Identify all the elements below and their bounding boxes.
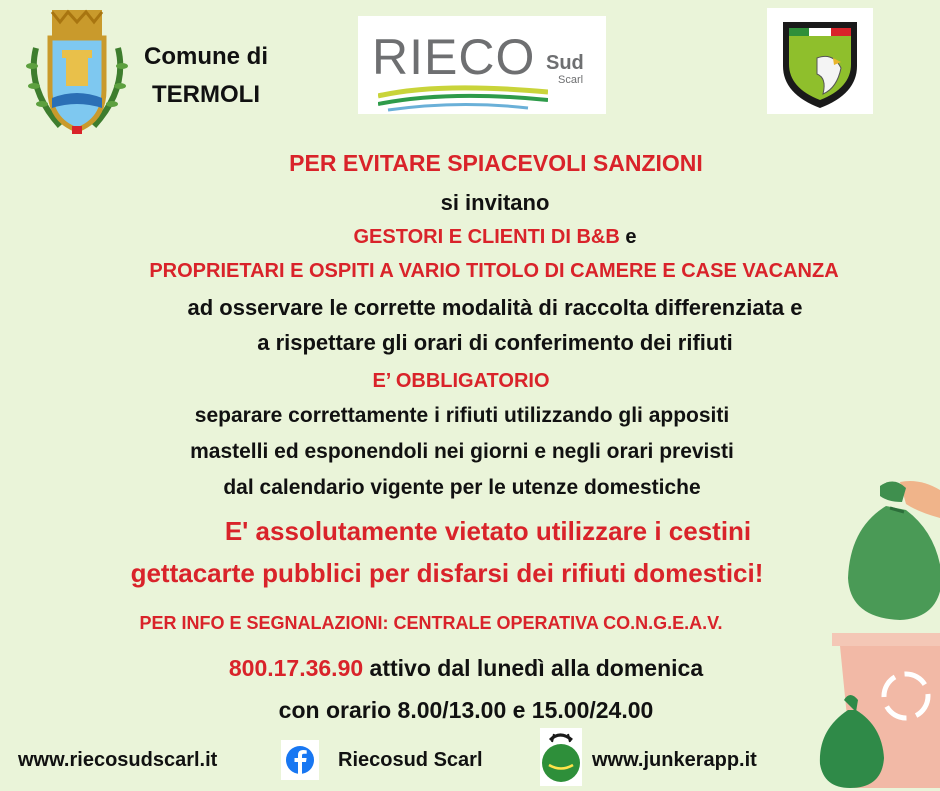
warning-line-1: E' assolutamente vietato utilizzare i cestini [224, 516, 752, 546]
rieco-logo-sud: Sud [546, 52, 584, 74]
phone-line [0, 655, 932, 682]
junker-app-link[interactable]: www.junkerapp.it [592, 749, 757, 771]
rieco-logo-text: RIECO [372, 29, 536, 85]
separation-line-1: separare correttamente i rifiuti utilizzando gli appositi [194, 404, 730, 427]
eagle-badge-logo [767, 8, 873, 114]
warning-line-2: gettacarte pubblici per disfarsi dei rifiuti domestici! [130, 558, 764, 588]
target-line-1 [0, 226, 940, 249]
municipality-line1: Comune di [144, 43, 268, 70]
phone-number[interactable]: 800.17.36.90 [228, 655, 364, 681]
phone-availability: attivo dal lunedì alla domenica [369, 655, 704, 681]
rieco-logo [358, 16, 606, 114]
separation-line-2: mastelli ed esponendoli nei giorni e negli orari previsti [190, 440, 734, 463]
facebook-icon[interactable] [281, 740, 319, 780]
target-line-2: PROPRIETARI E OSPITI A VARIO TITOLO DI CAMERE E CASE VACANZA [149, 260, 839, 282]
target-b-and-b: GESTORI E CLIENTI DI B&B [353, 226, 620, 248]
eagle-badge-icon [767, 8, 873, 114]
facebook-page-name[interactable]: Riecosud Scarl [338, 749, 483, 771]
municipality-name [136, 38, 276, 114]
website-link[interactable]: www.riecosudscarl.it [18, 749, 218, 771]
mandatory-label: E’ OBBLIGATORIO [372, 370, 550, 392]
invite-text: si invitano [440, 190, 550, 215]
termoli-crest-icon [22, 8, 132, 136]
trash-bag-icon [848, 481, 940, 620]
rieco-logo-scarl: Scarl [558, 74, 584, 86]
headline: PER EVITARE SPIACEVOLI SANZIONI [289, 150, 703, 176]
separation-line-3: dal calendario vigente per le utenze domestiche [223, 476, 701, 499]
conjunction: e [625, 226, 637, 248]
junker-icon[interactable] [540, 728, 582, 786]
municipality-line2: TERMOLI [152, 81, 260, 108]
hours-line: con orario 8.00/13.00 e 15.00/24.00 [278, 697, 654, 723]
instruction-line-2: a rispettare gli orari di conferimento dei rifiuti [257, 330, 733, 355]
instruction-line-1: ad osservare le corrette modalità di raccolta differenziata e [187, 295, 803, 320]
rieco-swoosh-icon [378, 82, 548, 112]
info-line: PER INFO E SEGNALAZIONI: CENTRALE OPERATIVA CO.N.G.E.A.V. [139, 613, 723, 633]
trash-illustration [810, 468, 940, 788]
